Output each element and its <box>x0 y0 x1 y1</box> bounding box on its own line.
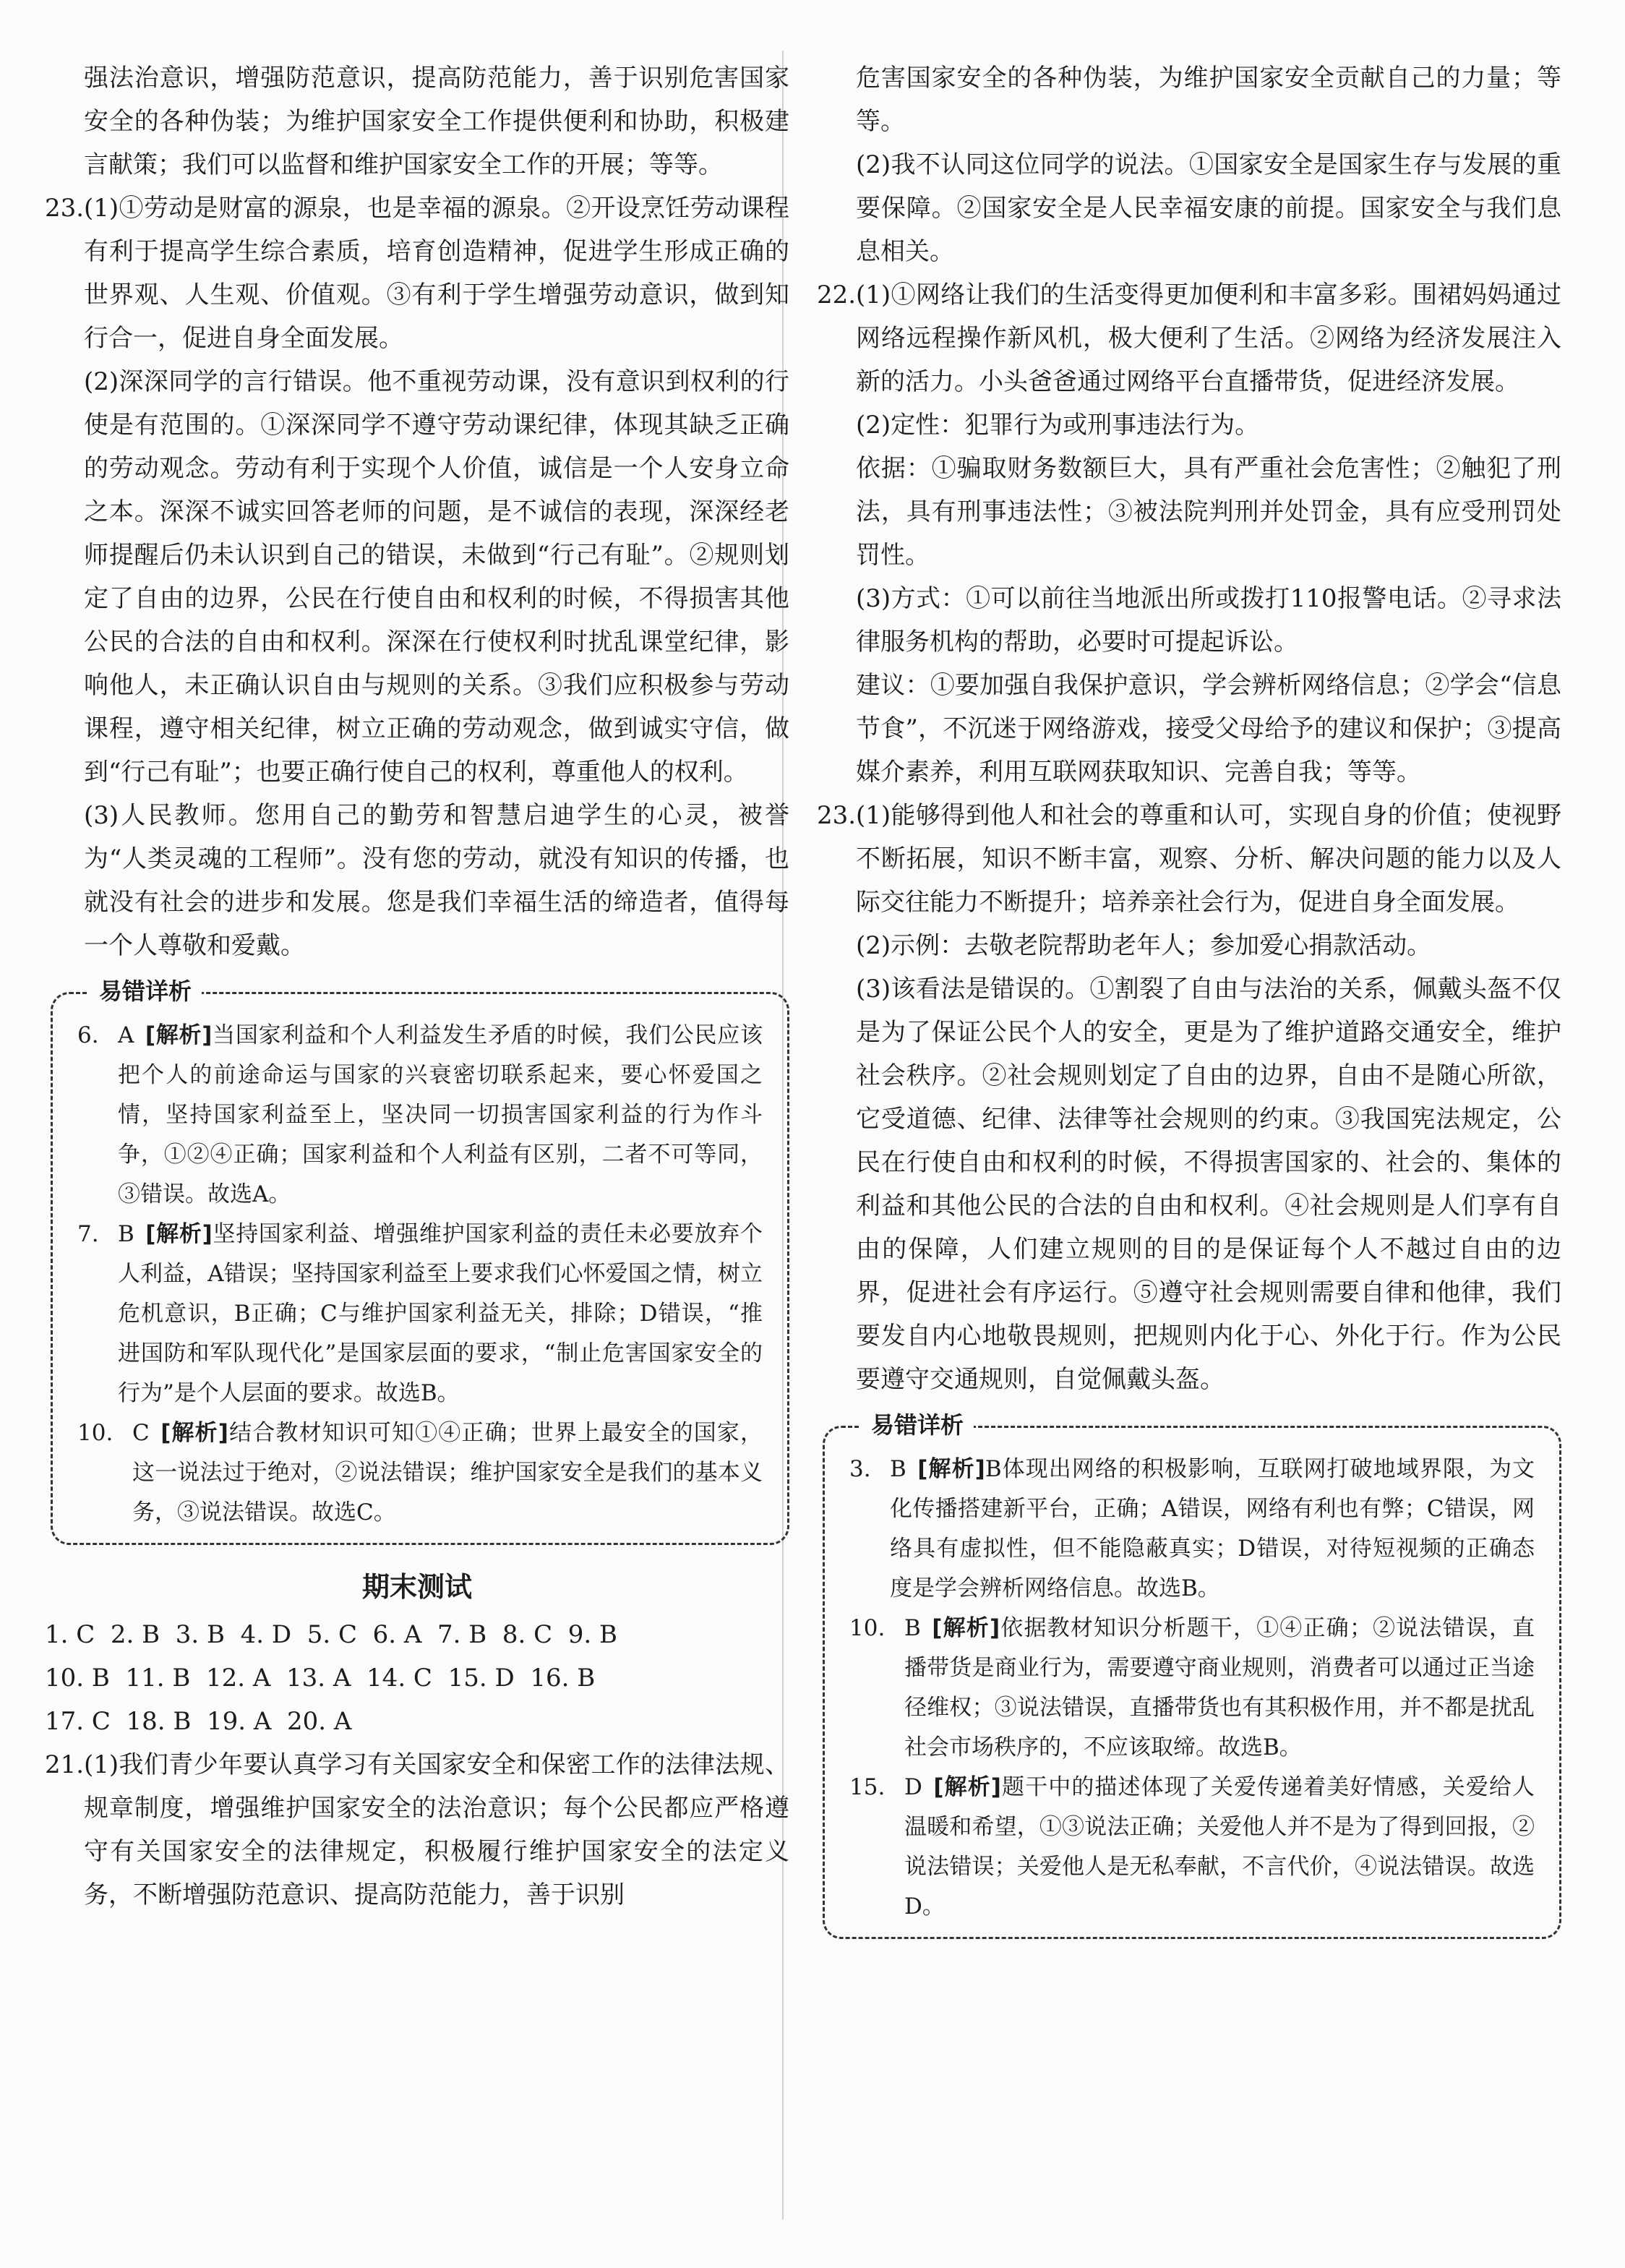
answer-part-2: (2)深深同学的言行错误。他不重视劳动课，没有意识到权利的行使是有范围的。①深深同学不遵守劳动课纪律，体现其缺乏正确的劳动观念。劳动有利于实现个人价值，诚信是一个人安身立命之本。深深不诚实回答老师的问题，是不诚信的表现，深深经老师提醒后仍未认识到自己的错误，未做到“行己有耻”。②规则划定了自由的边界，公民在行使自由和权利的时候，不得损害其他公民的合法的自由和权利。深深在行使权利时扰乱课堂纪律，影响他人，未正确认识自由与规则的关系。③我们应积极参与劳动课程，遵守相关纪律，树立正确的劳动观念，做到诚实守信，做到“行己有耻”；也要正确行使自己的权利，尊重他人的权利。 <box>84 367 789 787</box>
answer-letter: A <box>118 1022 134 1048</box>
question-number: 23. <box>817 801 857 830</box>
question-22-block <box>817 273 1561 794</box>
analysis-text <box>904 1768 1535 1927</box>
answer-basis: 依据：①骗取财务数额巨大，具有严重社会危害性；②触犯了刑法，具有刑事违法性；③被法院判刑并处罚金，具有应受刑罚处罚性。 <box>856 454 1561 570</box>
box-title: 易错详析 <box>861 1409 974 1441</box>
item-number: 10. <box>77 1420 113 1446</box>
analysis-text <box>118 1215 763 1413</box>
question-number: 22. <box>817 281 857 309</box>
answer-letter: D <box>904 1774 922 1800</box>
answer-suggestion: 建议：①要加强自我保护意识，学会辨析网络信息；②学会“信息节食”，不沉迷于网络游戏，接受父母给予的建议和保护；③提高媒介素养，利用互联网获取知识、完善自我；等等。 <box>856 671 1561 787</box>
item-number: 10. <box>849 1615 886 1641</box>
error-analysis-box <box>823 1411 1561 1939</box>
left-column <box>45 56 789 1917</box>
analysis-tag: [解析] <box>160 1420 228 1446</box>
answer-key-row: 1. C 2. B 3. B 4. D 5. C 6. A 7. B 8. C 9. B <box>45 1620 617 1649</box>
answer-part-1: (1)①网络让我们的生活变得更加便利和丰富多彩。围裙妈妈通过网络远程操作新风机，极大便利了生活。②网络为经济发展注入新的活力。小头爸爸通过网络平台直播带货，促进经济发展。 <box>856 281 1561 396</box>
question-21-part-2: (2)我不认同这位同学的说法。①国家安全是国家生存与发展的重要保障。②国家安全是人民幸福安康的前提。国家安全与我们息息相关。 <box>856 150 1561 266</box>
analysis-text <box>890 1450 1535 1609</box>
answer-part-3: (3)该看法是错误的。①割裂了自由与法治的关系，佩戴头盔不仅是为了保证公民个人的安全，更是为了维护道路交通安全，维护社会秩序。②社会规则划定了自由的边界，自由不是随心所欲，它受道德、纪律、法律等社会规则的约束。③我国宪法规定，公民在行使自由和权利的时候，不得损害国家的、社会的、集体的利益和其他公民的合法的自由和权利。④社会规则是人们享有自由的保障，人们建立规则的目的是保证每个人不越过自由的边界，促进社会有序运行。⑤遵守社会规则需要自律和他律，我们要发自内心地敬畏规则，把规则内化于心、外化于行。作为公民要遵守交通规则，自觉佩戴头盔。 <box>856 975 1561 1394</box>
analysis-body: 题干中的描述体现了关爱传递着美好情感，关爱给人温暖和希望，①③说法正确；关爱他人并不是为了得到回报，②说法错误；关爱他人是无私奉献，不言代价，④说法错误。故选D。 <box>904 1774 1535 1920</box>
item-number: 7. <box>77 1221 99 1247</box>
left-intro-paragraph: 强法治意识，增强防范意识，提高防范能力，善于识别危害国家安全的各种伪装；为维护国家安全工作提供便利和协助，积极建言献策；我们可以监督和维护国家安全工作的开展；等等。 <box>84 64 789 179</box>
item-number: 15. <box>849 1774 886 1800</box>
analysis-body: B体现出网络的积极影响，互联网打破地域界限，为文化传播搭建新平台，正确；A错误，网络有利也有弊；C错误，网络具有虚拟性，但不能隐蔽真实；D错误，对待短视频的正确态度是学会辨析网络信息。故选B。 <box>890 1456 1535 1601</box>
analysis-tag: [解析] <box>145 1221 213 1247</box>
analysis-item <box>77 1413 763 1533</box>
answer-part-2: (2)定性：犯罪行为或刑事违法行为。 <box>856 411 1260 440</box>
answer-part-1: (1)能够得到他人和社会的尊重和认可，实现自身的价值；使视野不断拓展，知识不断丰富，观察、分析、解决问题的能力以及人际交往能力不断提升；培养亲社会行为，促进自身全面发展。 <box>856 801 1561 917</box>
analysis-body: 结合教材知识可知①④正确；世界上最安全的国家，这一说法过于绝对，②说法错误；维护国家安全是我们的基本义务，③说法错误。故选C。 <box>132 1420 763 1525</box>
analysis-tag: [解析] <box>145 1022 213 1048</box>
analysis-body: 坚持国家利益、增强维护国家利益的责任未必要放弃个人利益，A错误；坚持国家利益至上要求我们心怀爱国之情，树立危机意识，B正确；C与维护国家利益无关，排除；D错误，“推进国防和军队现代化”是国家层面的要求，“制止危害国家安全的行为”是个人层面的要求。故选B。 <box>118 1221 763 1406</box>
analysis-body: 当国家利益和个人利益发生矛盾的时候，我们公民应该把个人的前途命运与国家的兴衰密切联系起来，要心怀爱国之情，坚持国家利益至上，坚决同一切损害国家利益的行为作斗争，①②④正确；国家利益和个人利益有区别，二者不可等同，③错误。故选A。 <box>118 1022 763 1207</box>
item-number: 3. <box>849 1456 871 1482</box>
question-23-block <box>45 187 789 967</box>
question-number: 23. <box>45 194 85 223</box>
answer-key-row: 10. B 11. B 12. A 13. A 14. C 15. D 16. B <box>45 1664 596 1693</box>
answer-letter: C <box>132 1420 150 1446</box>
continued-paragraph: 危害国家安全的各种伪装，为维护国家安全贡献自己的力量；等等。 <box>856 64 1561 136</box>
answer-part-1: (1)①劳动是财富的源泉，也是幸福的源泉。②开设烹饪劳动课程有利于提高学生综合素质，培育创造精神，促进学生形成正确的世界观、人生观、价值观。③有利于学生增强劳动意识，做到知行合一，促进自身全面发展。 <box>84 194 789 353</box>
answer-part-1: (1)我们青少年要认真学习有关国家安全和保密工作的法律法规、规章制度，增强维护国家安全的法治意识；每个公民都应严格遵守有关国家安全的法律规定，积极履行维护国家安全的法定义务，不断增强防范意识、提高防范能力，善于识别 <box>84 1750 789 1909</box>
analysis-item <box>849 1450 1535 1609</box>
analysis-item <box>849 1609 1535 1768</box>
analysis-body: 依据教材知识分析题干，①④正确；②说法错误，直播带货是商业行为，需要遵守商业规则，消费者可以通过正当途径维权；③说法错误，直播带货也有其积极作用，并不都是扰乱社会市场秩序的，不应该取缔。故选B。 <box>904 1615 1535 1760</box>
analysis-text <box>904 1609 1535 1768</box>
analysis-text <box>118 1016 763 1215</box>
question-number: 21. <box>45 1750 85 1779</box>
answer-part-2: (2)示例：去敬老院帮助老年人；参加爱心捐款活动。 <box>856 931 1432 960</box>
analysis-text <box>132 1413 763 1533</box>
question-21-block <box>45 1743 789 1917</box>
error-analysis-box <box>51 977 789 1545</box>
answer-part-3: (3)人民教师。您用自己的勤劳和智慧启迪学生的心灵，被誉为“人类灵魂的工程师”。没有您的劳动，就没有知识的传播，也就没有社会的进步和发展。您是我们幸福生活的缔造者，值得每一个人尊敬和爱戴。 <box>84 801 789 960</box>
analysis-tag: [解析] <box>932 1615 1000 1641</box>
analysis-item <box>849 1768 1535 1927</box>
analysis-item <box>77 1016 763 1215</box>
section-title: 期末测试 <box>361 1571 472 1603</box>
analysis-item <box>77 1215 763 1413</box>
answer-letter: B <box>118 1221 134 1247</box>
answer-key-row: 17. C 18. B 19. A 20. A <box>45 1707 352 1736</box>
question-23-block <box>817 794 1561 1401</box>
analysis-tag: [解析] <box>933 1774 1001 1800</box>
answer-letter: B <box>904 1615 921 1641</box>
analysis-tag: [解析] <box>917 1456 985 1482</box>
item-number: 6. <box>77 1022 99 1048</box>
right-column <box>817 56 1561 1958</box>
box-title: 易错详析 <box>89 975 202 1007</box>
answer-part-3: (3)方式：①可以前往当地派出所或拨打110报警电话。②寻求法律服务机构的帮助，必要时可提起诉讼。 <box>856 584 1561 656</box>
answer-letter: B <box>890 1456 906 1482</box>
